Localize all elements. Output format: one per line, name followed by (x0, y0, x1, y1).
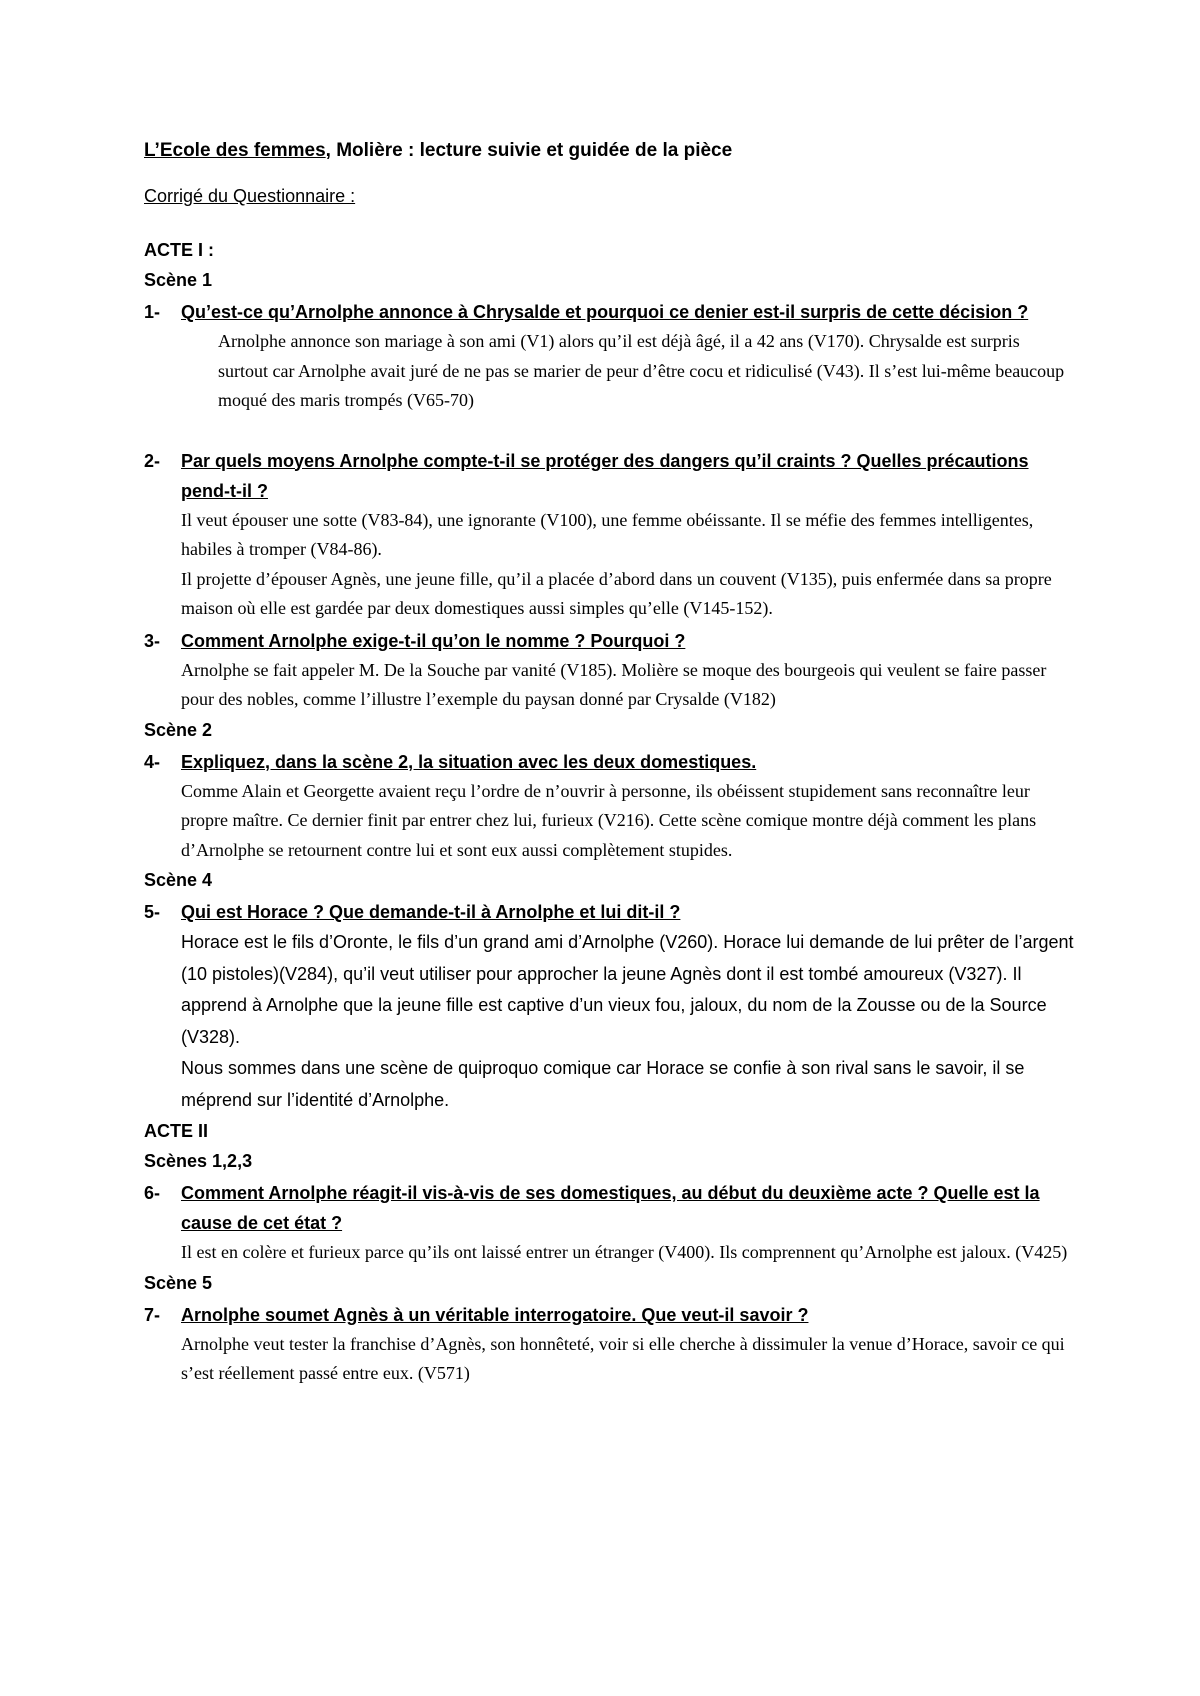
question-number: 6- (144, 1183, 161, 1203)
question (144, 297, 1074, 327)
act-heading: ACTE II (144, 1121, 209, 1141)
question-text: Expliquez, dans la scène 2, la situation avec les deux domestiques. (181, 751, 757, 772)
question (144, 626, 1074, 656)
document-title (144, 140, 1074, 162)
scene-heading: Scène 4 (144, 870, 213, 890)
question-number: 7- (144, 1304, 161, 1325)
question-number: 5- (144, 902, 161, 922)
question-number: 1- (144, 302, 161, 322)
title-rest: , Molière : lecture suivie et guidée de la pièce (325, 140, 733, 161)
question (144, 1178, 1074, 1238)
answer-text: Il projette d’épouser Agnès, une jeune fille, qu’il a placée d’abord dans un couvent (V135), puis enfermée dans sa propre maison où elle est gardée par deux domestiques aussi simples qu’elle (V145-152). (181, 568, 1052, 618)
spacer (144, 416, 1074, 444)
answer (218, 327, 1074, 416)
scene-heading: Scène 2 (144, 719, 213, 740)
question-text: Comment Arnolphe exige-t-il qu’on le nomme ? Pourquoi ? (181, 630, 686, 651)
answer-text: Arnolphe annonce son mariage à son ami (V1) alors qu’il est déjà âgé, il a 42 ans (V170). Chrysalde est surpris surtout car Arnolphe avait juré de ne pas se marier de peur d’être cocu et ridiculisé (V43). Il s’est lui-même beaucoup moqué des maris trompés (V65-70) (218, 331, 1065, 410)
answer-text: Il veut épouser une sotte (V83-84), une ignorante (V100), une femme obéissante. Il se méfie des femmes intelligentes, habiles à tromper (V84-86). (181, 509, 1034, 559)
answer (181, 927, 1074, 1116)
question (144, 897, 1074, 927)
question (144, 1300, 1074, 1330)
question-text: Qu’est-ce qu’Arnolphe annonce à Chrysalde et pourquoi ce denier est-il surpris de cette décision ? (181, 302, 1029, 322)
question (144, 747, 1074, 777)
document-page (144, 140, 1074, 1389)
answer (181, 1238, 1074, 1268)
answer-text: Il est en colère et furieux parce qu’ils ont laissé entrer un étranger (V400). Ils comprennent qu’Arnolphe est jaloux. (V425) (181, 1242, 1068, 1262)
question-number: 4- (144, 751, 161, 772)
answer (181, 777, 1074, 866)
answer-text: Horace est le fils d’Oronte, le fils d’un grand ami d’Arnolphe (V260). Horace lui demande de lui prêter de l’argent (10 pistoles)(V284), qu’il veut utiliser pour approcher la jeune Agnès dont il est tombé amoureux (V327). Il apprend à Arnolphe que la jeune fille est captive d’un vieux fou, jaloux, du nom de la Zousse ou de la Source (V328). (181, 932, 1074, 1047)
subtitle: Corrigé du Questionnaire : (144, 186, 356, 206)
scene-heading: Scène 1 (144, 270, 213, 290)
answer-text: Comme Alain et Georgette avaient reçu l’ordre de n’ouvrir à personne, ils obéissent stupidement sans reconnaître leur propre maître. Ce dernier finit par entrer chez lui, furieux (V216). Cette scène comique montre déjà comment les plans d’Arnolphe se retournent contre lui et sont eux aussi complètement stupides. (181, 780, 1037, 860)
question-text: Par quels moyens Arnolphe compte-t-il se protéger des dangers qu’il craints ? Quelles précautions pend-t-il ? (181, 450, 1029, 501)
scene-heading: Scènes 1,2,3 (144, 1151, 253, 1171)
scene-heading: Scène 5 (144, 1272, 213, 1293)
answer (181, 506, 1074, 624)
answer (181, 1330, 1074, 1389)
answer-text: Arnolphe se fait appeler M. De la Souche par vanité (V185). Molière se moque des bourgeois qui veulent se faire passer pour des nobles, comme l’illustre l’exemple du paysan donné par Crysalde (V182) (181, 659, 1047, 709)
answer-text: Arnolphe veut tester la franchise d’Agnès, son honnêteté, voir si elle cherche à dissimuler la venue d’Horace, savoir ce qui s’est réellement passé entre eux. (V571) (181, 1333, 1065, 1383)
answer-text: Nous sommes dans une scène de quiproquo comique car Horace se confie à son rival sans le savoir, il se méprend sur l’identité d’Arnolphe. (181, 1058, 1025, 1110)
question-text: Arnolphe soumet Agnès à un véritable interrogatoire. Que veut-il savoir ? (181, 1304, 809, 1325)
act-heading: ACTE I : (144, 240, 214, 260)
question-text: Comment Arnolphe réagit-il vis-à-vis de ses domestiques, au début du deuxième acte ? Quelle est la cause de cet état ? (181, 1183, 1040, 1233)
question-number: 3- (144, 630, 161, 651)
question-text: Qui est Horace ? Que demande-t-il à Arnolphe et lui dit-il ? (181, 902, 681, 922)
answer (181, 656, 1074, 715)
title-work: L’Ecole des femmes (144, 140, 326, 161)
question (144, 446, 1074, 506)
question-number: 2- (144, 450, 161, 471)
